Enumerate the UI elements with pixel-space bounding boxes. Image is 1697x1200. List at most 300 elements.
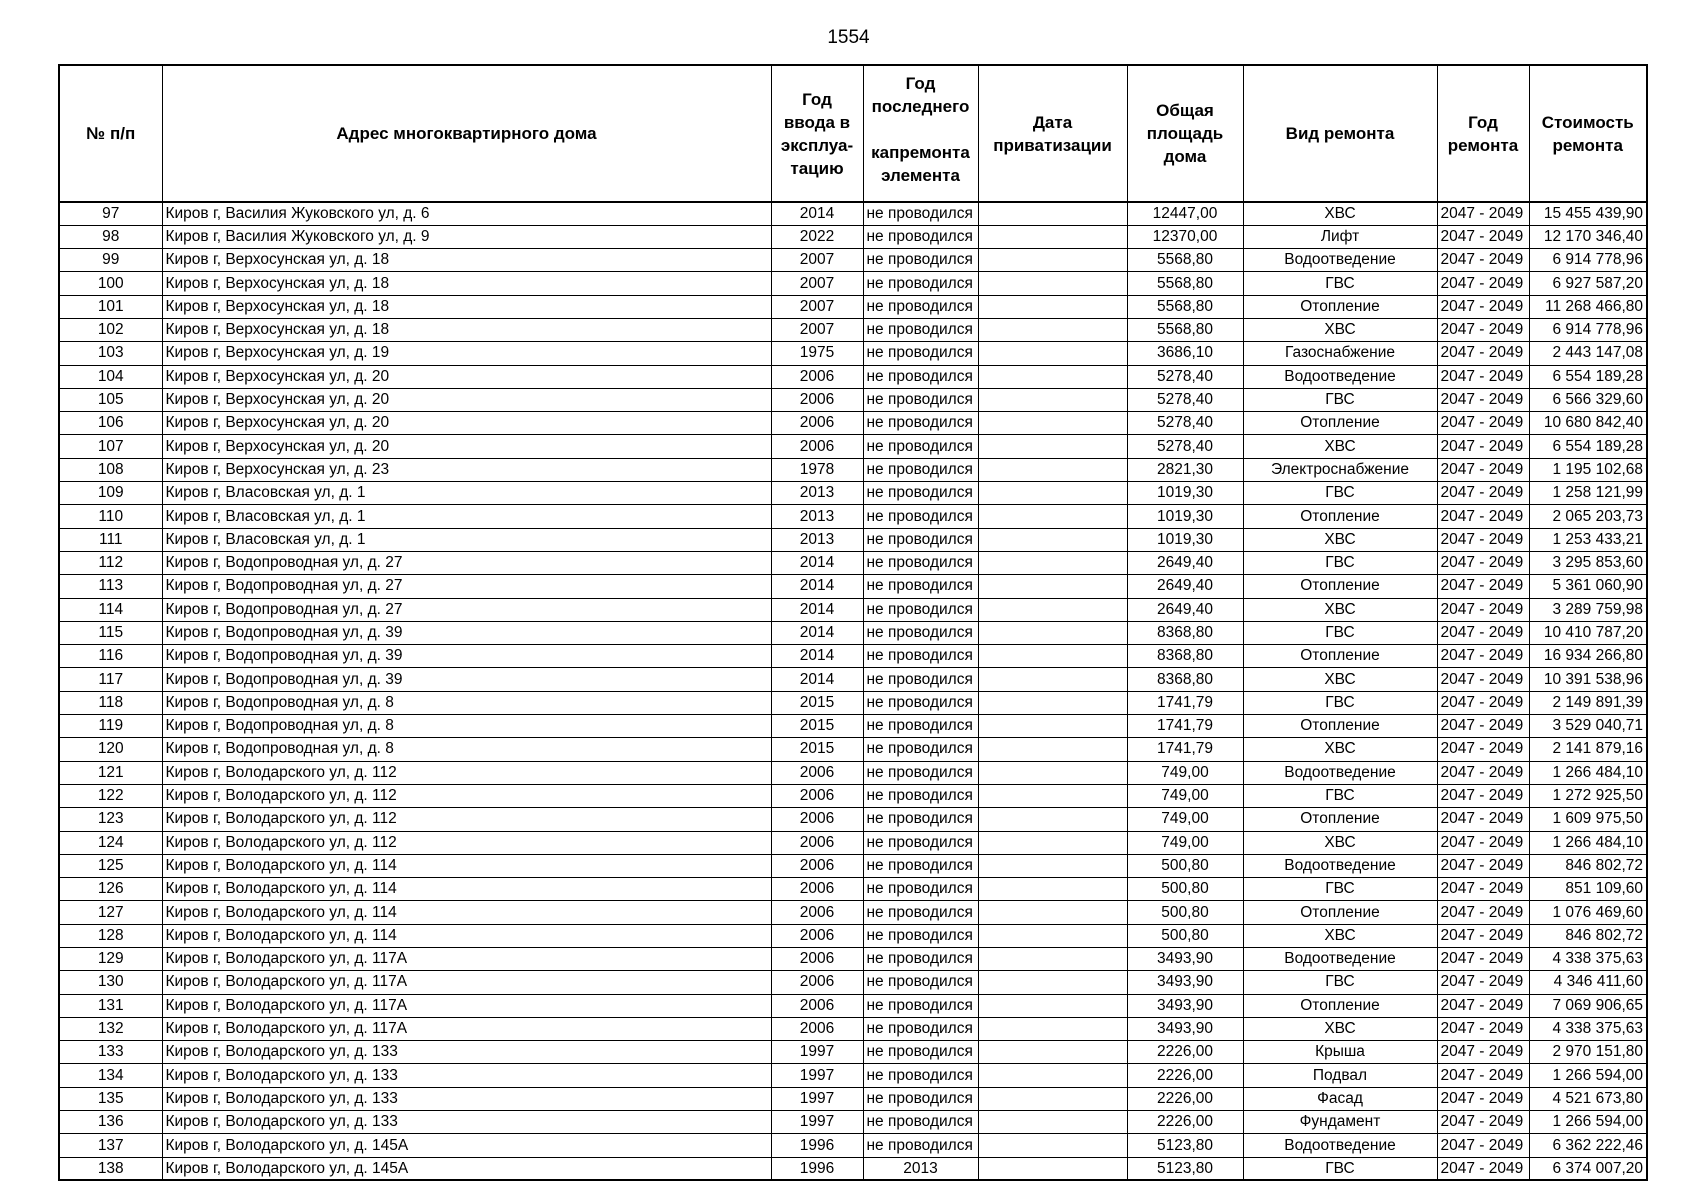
row-repair-type-cell: Отопление bbox=[1243, 994, 1437, 1017]
row-repair-type-cell: Отопление bbox=[1243, 575, 1437, 598]
row-last-repair-cell: не проводился bbox=[863, 878, 978, 901]
row-repair-year-cell: 2047 - 2049 bbox=[1437, 1017, 1529, 1040]
row-area-cell: 12370,00 bbox=[1127, 225, 1243, 248]
row-num-cell: 123 bbox=[59, 808, 162, 831]
row-year-cell: 2006 bbox=[771, 831, 863, 854]
table-row bbox=[59, 854, 1647, 877]
table-row bbox=[59, 202, 1647, 225]
row-year-cell: 2007 bbox=[771, 318, 863, 341]
row-last-repair-cell: не проводился bbox=[863, 1087, 978, 1110]
row-repair-year-cell: 2047 - 2049 bbox=[1437, 645, 1529, 668]
row-privatization-cell bbox=[978, 272, 1127, 295]
row-repair-type-cell: Лифт bbox=[1243, 225, 1437, 248]
table-row bbox=[59, 225, 1647, 248]
table-row bbox=[59, 575, 1647, 598]
row-last-repair-cell: не проводился bbox=[863, 575, 978, 598]
table-row bbox=[59, 621, 1647, 644]
table-row bbox=[59, 948, 1647, 971]
table-row bbox=[59, 761, 1647, 784]
row-last-repair-cell: не проводился bbox=[863, 761, 978, 784]
table-row bbox=[59, 645, 1647, 668]
row-area-cell: 3493,90 bbox=[1127, 971, 1243, 994]
row-cost-cell: 6 374 007,20 bbox=[1529, 1157, 1647, 1180]
row-area-cell: 5568,80 bbox=[1127, 272, 1243, 295]
header-area: Общая площадь дома bbox=[1127, 65, 1243, 202]
row-repair-type-cell: Отопление bbox=[1243, 645, 1437, 668]
row-cost-cell: 2 065 203,73 bbox=[1529, 505, 1647, 528]
row-repair-year-cell: 2047 - 2049 bbox=[1437, 854, 1529, 877]
row-privatization-cell bbox=[978, 831, 1127, 854]
row-cost-cell: 12 170 346,40 bbox=[1529, 225, 1647, 248]
row-privatization-cell bbox=[978, 598, 1127, 621]
row-address-cell: Киров г, Володарского ул, д. 133 bbox=[162, 1087, 771, 1110]
row-address-cell: Киров г, Верхосунская ул, д. 18 bbox=[162, 318, 771, 341]
row-privatization-cell bbox=[978, 318, 1127, 341]
row-repair-year-cell: 2047 - 2049 bbox=[1437, 318, 1529, 341]
row-address-cell: Киров г, Верхосунская ул, д. 23 bbox=[162, 458, 771, 481]
row-year-cell: 2007 bbox=[771, 272, 863, 295]
row-num-cell: 130 bbox=[59, 971, 162, 994]
row-last-repair-cell: не проводился bbox=[863, 691, 978, 714]
row-area-cell: 5568,80 bbox=[1127, 249, 1243, 272]
row-area-cell: 2226,00 bbox=[1127, 1111, 1243, 1134]
header-last-repair-top: Год последнего bbox=[871, 74, 970, 116]
header-address: Адрес многоквартирного дома bbox=[162, 65, 771, 202]
row-address-cell: Киров г, Верхосунская ул, д. 18 bbox=[162, 272, 771, 295]
row-privatization-cell bbox=[978, 202, 1127, 225]
row-last-repair-cell: не проводился bbox=[863, 272, 978, 295]
row-repair-year-cell: 2047 - 2049 bbox=[1437, 272, 1529, 295]
row-address-cell: Киров г, Володарского ул, д. 117А bbox=[162, 948, 771, 971]
row-num-cell: 117 bbox=[59, 668, 162, 691]
row-repair-year-cell: 2047 - 2049 bbox=[1437, 225, 1529, 248]
row-cost-cell: 1 266 484,10 bbox=[1529, 831, 1647, 854]
row-last-repair-cell: не проводился bbox=[863, 458, 978, 481]
row-num-cell: 137 bbox=[59, 1134, 162, 1157]
table-row bbox=[59, 318, 1647, 341]
table-row bbox=[59, 1064, 1647, 1087]
row-last-repair-cell: не проводился bbox=[863, 1064, 978, 1087]
row-area-cell: 1019,30 bbox=[1127, 528, 1243, 551]
row-area-cell: 2226,00 bbox=[1127, 1087, 1243, 1110]
row-repair-type-cell: ГВС bbox=[1243, 482, 1437, 505]
row-last-repair-cell: не проводился bbox=[863, 551, 978, 574]
row-cost-cell: 846 802,72 bbox=[1529, 854, 1647, 877]
table-row bbox=[59, 784, 1647, 807]
table-row bbox=[59, 551, 1647, 574]
row-cost-cell: 851 109,60 bbox=[1529, 878, 1647, 901]
row-last-repair-cell: не проводился bbox=[863, 412, 978, 435]
row-area-cell: 5123,80 bbox=[1127, 1157, 1243, 1180]
row-repair-type-cell: ГВС bbox=[1243, 1157, 1437, 1180]
row-repair-type-cell: Отопление bbox=[1243, 505, 1437, 528]
row-address-cell: Киров г, Верхосунская ул, д. 18 bbox=[162, 295, 771, 318]
row-area-cell: 2649,40 bbox=[1127, 598, 1243, 621]
row-repair-year-cell: 2047 - 2049 bbox=[1437, 249, 1529, 272]
row-repair-year-cell: 2047 - 2049 bbox=[1437, 691, 1529, 714]
row-repair-type-cell: ХВС bbox=[1243, 1017, 1437, 1040]
row-repair-year-cell: 2047 - 2049 bbox=[1437, 668, 1529, 691]
row-repair-type-cell: ХВС bbox=[1243, 435, 1437, 458]
row-repair-type-cell: Водоотведение bbox=[1243, 249, 1437, 272]
row-cost-cell: 10 410 787,20 bbox=[1529, 621, 1647, 644]
row-privatization-cell bbox=[978, 854, 1127, 877]
row-last-repair-cell: не проводился bbox=[863, 505, 978, 528]
row-repair-year-cell: 2047 - 2049 bbox=[1437, 784, 1529, 807]
row-area-cell: 1741,79 bbox=[1127, 738, 1243, 761]
row-repair-type-cell: ГВС bbox=[1243, 784, 1437, 807]
row-privatization-cell bbox=[978, 249, 1127, 272]
table-row bbox=[59, 878, 1647, 901]
row-num-cell: 97 bbox=[59, 202, 162, 225]
row-last-repair-cell: не проводился bbox=[863, 342, 978, 365]
row-cost-cell: 3 529 040,71 bbox=[1529, 715, 1647, 738]
row-last-repair-cell: не проводился bbox=[863, 1111, 978, 1134]
row-area-cell: 500,80 bbox=[1127, 924, 1243, 947]
row-cost-cell: 3 289 759,98 bbox=[1529, 598, 1647, 621]
row-cost-cell: 6 362 222,46 bbox=[1529, 1134, 1647, 1157]
table-row bbox=[59, 598, 1647, 621]
row-address-cell: Киров г, Верхосунская ул, д. 19 bbox=[162, 342, 771, 365]
row-num-cell: 105 bbox=[59, 388, 162, 411]
row-repair-year-cell: 2047 - 2049 bbox=[1437, 528, 1529, 551]
table-row bbox=[59, 249, 1647, 272]
row-repair-year-cell: 2047 - 2049 bbox=[1437, 575, 1529, 598]
header-repair-type: Вид ремонта bbox=[1243, 65, 1437, 202]
table-row bbox=[59, 272, 1647, 295]
row-year-cell: 2006 bbox=[771, 994, 863, 1017]
row-num-cell: 119 bbox=[59, 715, 162, 738]
row-area-cell: 500,80 bbox=[1127, 854, 1243, 877]
row-address-cell: Киров г, Водопроводная ул, д. 27 bbox=[162, 551, 771, 574]
row-year-cell: 2014 bbox=[771, 551, 863, 574]
row-repair-type-cell: ХВС bbox=[1243, 924, 1437, 947]
row-last-repair-cell: не проводился bbox=[863, 948, 978, 971]
row-last-repair-cell: не проводился bbox=[863, 808, 978, 831]
row-year-cell: 2014 bbox=[771, 575, 863, 598]
row-repair-type-cell: ГВС bbox=[1243, 621, 1437, 644]
row-privatization-cell bbox=[978, 738, 1127, 761]
row-num-cell: 132 bbox=[59, 1017, 162, 1040]
table-row bbox=[59, 1017, 1647, 1040]
header-privatization: Дата приватизации bbox=[978, 65, 1127, 202]
row-area-cell: 1019,30 bbox=[1127, 482, 1243, 505]
row-repair-year-cell: 2047 - 2049 bbox=[1437, 551, 1529, 574]
row-address-cell: Киров г, Володарского ул, д. 112 bbox=[162, 808, 771, 831]
row-address-cell: Киров г, Володарского ул, д. 112 bbox=[162, 831, 771, 854]
row-repair-type-cell: ГВС bbox=[1243, 551, 1437, 574]
row-num-cell: 104 bbox=[59, 365, 162, 388]
row-area-cell: 5568,80 bbox=[1127, 318, 1243, 341]
row-year-cell: 2006 bbox=[771, 901, 863, 924]
row-privatization-cell bbox=[978, 878, 1127, 901]
row-repair-year-cell: 2047 - 2049 bbox=[1437, 971, 1529, 994]
row-repair-type-cell: ХВС bbox=[1243, 318, 1437, 341]
row-privatization-cell bbox=[978, 621, 1127, 644]
row-cost-cell: 4 346 411,60 bbox=[1529, 971, 1647, 994]
row-year-cell: 2006 bbox=[771, 365, 863, 388]
header-cost: Стоимость ремонта bbox=[1529, 65, 1647, 202]
row-area-cell: 3686,10 bbox=[1127, 342, 1243, 365]
row-cost-cell: 1 253 433,21 bbox=[1529, 528, 1647, 551]
row-repair-type-cell: Водоотведение bbox=[1243, 854, 1437, 877]
row-last-repair-cell: не проводился bbox=[863, 1134, 978, 1157]
row-last-repair-cell: не проводился bbox=[863, 225, 978, 248]
row-privatization-cell bbox=[978, 435, 1127, 458]
row-address-cell: Киров г, Володарского ул, д. 114 bbox=[162, 854, 771, 877]
row-privatization-cell bbox=[978, 412, 1127, 435]
row-year-cell: 1996 bbox=[771, 1134, 863, 1157]
row-repair-type-cell: Водоотведение bbox=[1243, 948, 1437, 971]
row-repair-type-cell: Подвал bbox=[1243, 1064, 1437, 1087]
row-num-cell: 108 bbox=[59, 458, 162, 481]
row-privatization-cell bbox=[978, 575, 1127, 598]
row-cost-cell: 5 361 060,90 bbox=[1529, 575, 1647, 598]
table-row bbox=[59, 738, 1647, 761]
row-privatization-cell bbox=[978, 691, 1127, 714]
row-repair-year-cell: 2047 - 2049 bbox=[1437, 458, 1529, 481]
row-num-cell: 128 bbox=[59, 924, 162, 947]
row-last-repair-cell: не проводился bbox=[863, 295, 978, 318]
row-privatization-cell bbox=[978, 482, 1127, 505]
row-cost-cell: 2 149 891,39 bbox=[1529, 691, 1647, 714]
header-num: № п/п bbox=[59, 65, 162, 202]
row-privatization-cell bbox=[978, 342, 1127, 365]
row-last-repair-cell: не проводился bbox=[863, 365, 978, 388]
row-repair-year-cell: 2047 - 2049 bbox=[1437, 878, 1529, 901]
row-num-cell: 113 bbox=[59, 575, 162, 598]
row-cost-cell: 846 802,72 bbox=[1529, 924, 1647, 947]
row-repair-type-cell: Водоотведение bbox=[1243, 1134, 1437, 1157]
row-last-repair-cell: не проводился bbox=[863, 994, 978, 1017]
row-address-cell: Киров г, Власовская ул, д. 1 bbox=[162, 482, 771, 505]
row-area-cell: 500,80 bbox=[1127, 901, 1243, 924]
row-area-cell: 2821,30 bbox=[1127, 458, 1243, 481]
row-last-repair-cell: не проводился bbox=[863, 668, 978, 691]
row-num-cell: 118 bbox=[59, 691, 162, 714]
page-number: 1554 bbox=[827, 27, 870, 48]
row-area-cell: 5278,40 bbox=[1127, 412, 1243, 435]
row-last-repair-cell: не проводился bbox=[863, 318, 978, 341]
row-privatization-cell bbox=[978, 808, 1127, 831]
row-repair-year-cell: 2047 - 2049 bbox=[1437, 808, 1529, 831]
header-last-repair bbox=[863, 65, 978, 202]
table-row bbox=[59, 528, 1647, 551]
row-address-cell: Киров г, Володарского ул, д. 133 bbox=[162, 1111, 771, 1134]
row-privatization-cell bbox=[978, 948, 1127, 971]
row-year-cell: 2007 bbox=[771, 295, 863, 318]
table-row bbox=[59, 901, 1647, 924]
row-address-cell: Киров г, Володарского ул, д. 112 bbox=[162, 761, 771, 784]
row-cost-cell: 1 266 594,00 bbox=[1529, 1111, 1647, 1134]
row-last-repair-cell: не проводился bbox=[863, 854, 978, 877]
table-row bbox=[59, 412, 1647, 435]
table-row bbox=[59, 994, 1647, 1017]
row-num-cell: 115 bbox=[59, 621, 162, 644]
row-area-cell: 2649,40 bbox=[1127, 575, 1243, 598]
row-num-cell: 109 bbox=[59, 482, 162, 505]
row-last-repair-cell: не проводился bbox=[863, 831, 978, 854]
row-num-cell: 102 bbox=[59, 318, 162, 341]
row-area-cell: 749,00 bbox=[1127, 761, 1243, 784]
row-year-cell: 1997 bbox=[771, 1041, 863, 1064]
row-cost-cell: 4 338 375,63 bbox=[1529, 1017, 1647, 1040]
row-num-cell: 125 bbox=[59, 854, 162, 877]
header-last-repair-bottom: капремонта элемента bbox=[871, 143, 970, 185]
row-repair-type-cell: Отопление bbox=[1243, 808, 1437, 831]
row-cost-cell: 6 927 587,20 bbox=[1529, 272, 1647, 295]
row-privatization-cell bbox=[978, 225, 1127, 248]
row-address-cell: Киров г, Верхосунская ул, д. 20 bbox=[162, 388, 771, 411]
row-last-repair-cell: не проводился bbox=[863, 435, 978, 458]
row-num-cell: 101 bbox=[59, 295, 162, 318]
row-repair-year-cell: 2047 - 2049 bbox=[1437, 994, 1529, 1017]
row-repair-year-cell: 2047 - 2049 bbox=[1437, 831, 1529, 854]
row-num-cell: 129 bbox=[59, 948, 162, 971]
row-address-cell: Киров г, Володарского ул, д. 133 bbox=[162, 1041, 771, 1064]
row-address-cell: Киров г, Водопроводная ул, д. 39 bbox=[162, 621, 771, 644]
row-num-cell: 135 bbox=[59, 1087, 162, 1110]
row-last-repair-cell: не проводился bbox=[863, 715, 978, 738]
row-num-cell: 106 bbox=[59, 412, 162, 435]
table-row bbox=[59, 1041, 1647, 1064]
row-cost-cell: 6 566 329,60 bbox=[1529, 388, 1647, 411]
row-privatization-cell bbox=[978, 1111, 1127, 1134]
row-privatization-cell bbox=[978, 458, 1127, 481]
row-address-cell: Киров г, Водопроводная ул, д. 39 bbox=[162, 645, 771, 668]
row-area-cell: 2226,00 bbox=[1127, 1041, 1243, 1064]
row-repair-type-cell: ХВС bbox=[1243, 738, 1437, 761]
table-row bbox=[59, 831, 1647, 854]
row-year-cell: 2013 bbox=[771, 528, 863, 551]
table-row bbox=[59, 715, 1647, 738]
row-year-cell: 2022 bbox=[771, 225, 863, 248]
row-cost-cell: 16 934 266,80 bbox=[1529, 645, 1647, 668]
row-address-cell: Киров г, Василия Жуковского ул, д. 9 bbox=[162, 225, 771, 248]
row-repair-type-cell: Отопление bbox=[1243, 295, 1437, 318]
row-num-cell: 121 bbox=[59, 761, 162, 784]
row-num-cell: 134 bbox=[59, 1064, 162, 1087]
row-last-repair-cell: не проводился bbox=[863, 482, 978, 505]
row-year-cell: 2007 bbox=[771, 249, 863, 272]
row-address-cell: Киров г, Володарского ул, д. 117А bbox=[162, 971, 771, 994]
row-year-cell: 2006 bbox=[771, 854, 863, 877]
row-repair-year-cell: 2047 - 2049 bbox=[1437, 365, 1529, 388]
row-address-cell: Киров г, Володарского ул, д. 117А bbox=[162, 994, 771, 1017]
row-num-cell: 107 bbox=[59, 435, 162, 458]
row-cost-cell: 1 272 925,50 bbox=[1529, 784, 1647, 807]
row-area-cell: 1019,30 bbox=[1127, 505, 1243, 528]
row-repair-year-cell: 2047 - 2049 bbox=[1437, 901, 1529, 924]
row-address-cell: Киров г, Володарского ул, д. 114 bbox=[162, 878, 771, 901]
row-num-cell: 126 bbox=[59, 878, 162, 901]
table-row bbox=[59, 668, 1647, 691]
row-num-cell: 136 bbox=[59, 1111, 162, 1134]
row-area-cell: 3493,90 bbox=[1127, 948, 1243, 971]
row-address-cell: Киров г, Володарского ул, д. 145А bbox=[162, 1157, 771, 1180]
row-area-cell: 749,00 bbox=[1127, 808, 1243, 831]
row-cost-cell: 1 195 102,68 bbox=[1529, 458, 1647, 481]
table-row bbox=[59, 808, 1647, 831]
row-address-cell: Киров г, Водопроводная ул, д. 8 bbox=[162, 715, 771, 738]
row-repair-year-cell: 2047 - 2049 bbox=[1437, 342, 1529, 365]
row-area-cell: 3493,90 bbox=[1127, 994, 1243, 1017]
row-cost-cell: 6 554 189,28 bbox=[1529, 365, 1647, 388]
row-cost-cell: 7 069 906,65 bbox=[1529, 994, 1647, 1017]
row-num-cell: 103 bbox=[59, 342, 162, 365]
table-row bbox=[59, 482, 1647, 505]
row-num-cell: 110 bbox=[59, 505, 162, 528]
row-area-cell: 3493,90 bbox=[1127, 1017, 1243, 1040]
row-num-cell: 98 bbox=[59, 225, 162, 248]
row-area-cell: 8368,80 bbox=[1127, 645, 1243, 668]
row-last-repair-cell: не проводился bbox=[863, 528, 978, 551]
row-year-cell: 2013 bbox=[771, 482, 863, 505]
row-repair-type-cell: Водоотведение bbox=[1243, 365, 1437, 388]
row-repair-type-cell: ХВС bbox=[1243, 668, 1437, 691]
row-year-cell: 2006 bbox=[771, 784, 863, 807]
row-cost-cell: 1 266 594,00 bbox=[1529, 1064, 1647, 1087]
row-repair-year-cell: 2047 - 2049 bbox=[1437, 295, 1529, 318]
row-area-cell: 5123,80 bbox=[1127, 1134, 1243, 1157]
row-address-cell: Киров г, Володарского ул, д. 114 bbox=[162, 901, 771, 924]
row-year-cell: 1978 bbox=[771, 458, 863, 481]
row-address-cell: Киров г, Власовская ул, д. 1 bbox=[162, 505, 771, 528]
row-repair-type-cell: ГВС bbox=[1243, 272, 1437, 295]
row-last-repair-cell: не проводился bbox=[863, 1017, 978, 1040]
row-privatization-cell bbox=[978, 971, 1127, 994]
row-year-cell: 2014 bbox=[771, 668, 863, 691]
row-repair-type-cell: ХВС bbox=[1243, 831, 1437, 854]
row-repair-year-cell: 2047 - 2049 bbox=[1437, 621, 1529, 644]
row-year-cell: 2006 bbox=[771, 388, 863, 411]
table-row bbox=[59, 365, 1647, 388]
row-repair-type-cell: Отопление bbox=[1243, 901, 1437, 924]
row-year-cell: 2013 bbox=[771, 505, 863, 528]
row-area-cell: 1741,79 bbox=[1127, 715, 1243, 738]
row-cost-cell: 1 266 484,10 bbox=[1529, 761, 1647, 784]
row-year-cell: 1997 bbox=[771, 1087, 863, 1110]
row-repair-year-cell: 2047 - 2049 bbox=[1437, 1087, 1529, 1110]
row-address-cell: Киров г, Володарского ул, д. 145А bbox=[162, 1134, 771, 1157]
row-cost-cell: 6 554 189,28 bbox=[1529, 435, 1647, 458]
row-num-cell: 127 bbox=[59, 901, 162, 924]
row-cost-cell: 1 258 121,99 bbox=[1529, 482, 1647, 505]
row-privatization-cell bbox=[978, 1134, 1127, 1157]
row-repair-year-cell: 2047 - 2049 bbox=[1437, 924, 1529, 947]
row-year-cell: 2006 bbox=[771, 948, 863, 971]
row-privatization-cell bbox=[978, 1064, 1127, 1087]
row-privatization-cell bbox=[978, 994, 1127, 1017]
header-year-commission: Год ввода в эксплуа-тацию bbox=[771, 65, 863, 202]
row-year-cell: 2006 bbox=[771, 924, 863, 947]
row-area-cell: 2226,00 bbox=[1127, 1064, 1243, 1087]
row-address-cell: Киров г, Володарского ул, д. 114 bbox=[162, 924, 771, 947]
row-address-cell: Киров г, Верхосунская ул, д. 20 bbox=[162, 412, 771, 435]
row-last-repair-cell: не проводился bbox=[863, 738, 978, 761]
row-year-cell: 2014 bbox=[771, 621, 863, 644]
row-repair-type-cell: ГВС bbox=[1243, 971, 1437, 994]
row-num-cell: 131 bbox=[59, 994, 162, 1017]
row-year-cell: 2006 bbox=[771, 808, 863, 831]
row-num-cell: 100 bbox=[59, 272, 162, 295]
row-cost-cell: 3 295 853,60 bbox=[1529, 551, 1647, 574]
row-address-cell: Киров г, Василия Жуковского ул, д. 6 bbox=[162, 202, 771, 225]
row-area-cell: 12447,00 bbox=[1127, 202, 1243, 225]
row-repair-year-cell: 2047 - 2049 bbox=[1437, 1134, 1529, 1157]
row-area-cell: 1741,79 bbox=[1127, 691, 1243, 714]
row-area-cell: 5278,40 bbox=[1127, 365, 1243, 388]
